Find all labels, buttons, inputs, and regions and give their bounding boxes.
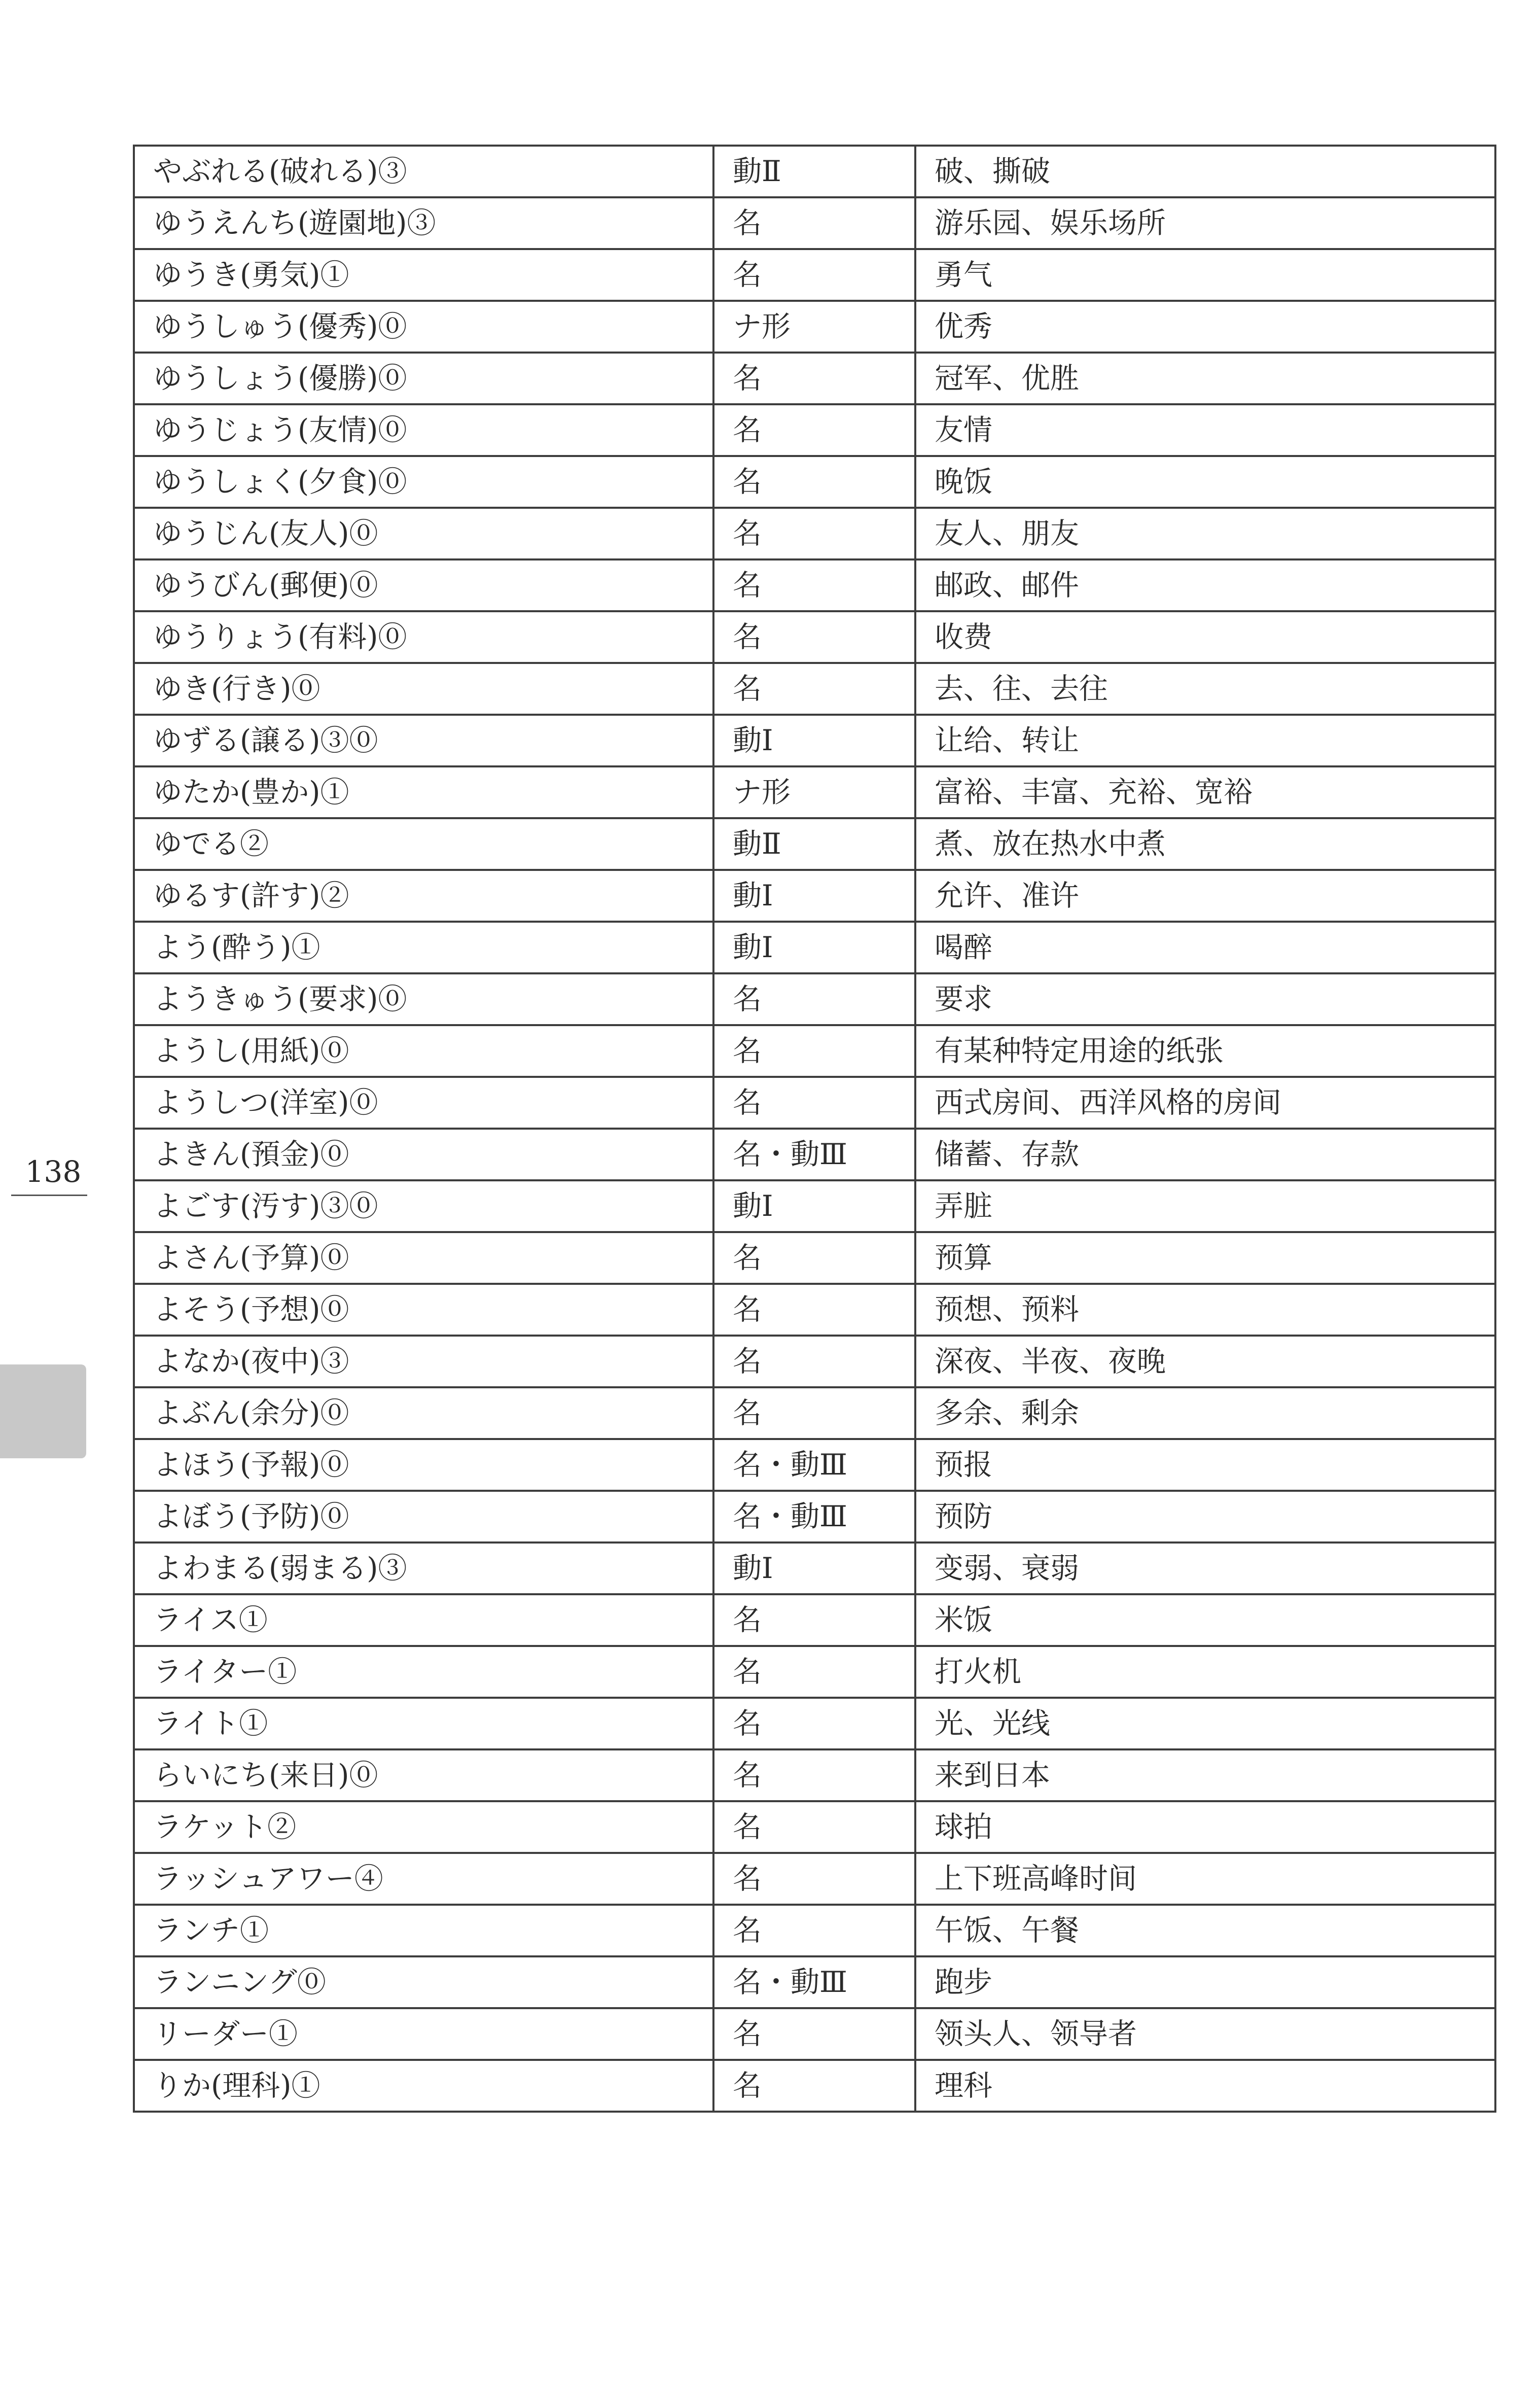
vocabulary-table [133,145,1496,2113]
meaning-cell: 多余、剩余 [915,1387,1495,1439]
part-of-speech-cell: 名 [713,2008,915,2060]
word-cell: ラッシュアワー④ [134,1853,713,1905]
table-row [134,1491,1495,1542]
table-row [134,663,1495,715]
table-row [134,1749,1495,1801]
table-row [134,1801,1495,1853]
table-row [134,1232,1495,1284]
part-of-speech-cell: 名 [713,973,915,1025]
meaning-cell: 领头人、领导者 [915,2008,1495,2060]
meaning-cell: 富裕、丰富、充裕、宽裕 [915,766,1495,818]
word-cell: よさん(予算)⓪ [134,1232,713,1284]
meaning-cell: 球拍 [915,1801,1495,1853]
meaning-cell: 煮、放在热水中煮 [915,818,1495,870]
part-of-speech-cell: 名 [713,353,915,404]
table-row [134,1956,1495,2008]
meaning-cell: 变弱、衰弱 [915,1542,1495,1594]
word-cell: ゆうしょう(優勝)⓪ [134,353,713,404]
part-of-speech-cell: 動Ⅰ [713,715,915,766]
meaning-cell: 西式房间、西洋风格的房间 [915,1077,1495,1129]
table-row [134,715,1495,766]
meaning-cell: 去、往、去往 [915,663,1495,715]
table-row [134,1698,1495,1749]
word-cell: ゆうじょう(友情)⓪ [134,404,713,456]
page-number-rule [11,1195,87,1196]
part-of-speech-cell: 名 [713,1387,915,1439]
meaning-cell: 光、光线 [915,1698,1495,1749]
word-cell: よほう(予報)⓪ [134,1439,713,1491]
part-of-speech-cell: 動Ⅰ [713,870,915,922]
part-of-speech-cell: 名 [713,2060,915,2112]
word-cell: ゆでる② [134,818,713,870]
word-cell: ようきゅう(要求)⓪ [134,973,713,1025]
table-row [134,559,1495,611]
part-of-speech-cell: ナ形 [713,301,915,353]
table-row [134,404,1495,456]
word-cell: ゆき(行き)⓪ [134,663,713,715]
part-of-speech-cell: 名 [713,197,915,249]
table-row [134,1025,1495,1077]
meaning-cell: 喝醉 [915,922,1495,973]
table-row [134,2060,1495,2112]
word-cell: よう(酔う)① [134,922,713,973]
meaning-cell: 弄脏 [915,1180,1495,1232]
word-cell: ゆうじん(友人)⓪ [134,508,713,559]
part-of-speech-cell: 名 [713,1232,915,1284]
part-of-speech-cell: 名・動Ⅲ [713,1956,915,2008]
word-cell: らいにち(来日)⓪ [134,1749,713,1801]
word-cell: ライト① [134,1698,713,1749]
meaning-cell: 收费 [915,611,1495,663]
part-of-speech-cell: 名 [713,1336,915,1387]
part-of-speech-cell: 動Ⅰ [713,1180,915,1232]
table-row [134,2008,1495,2060]
word-cell: ゆうりょう(有料)⓪ [134,611,713,663]
table-row [134,870,1495,922]
word-cell: ゆるす(許す)② [134,870,713,922]
part-of-speech-cell: 名 [713,1853,915,1905]
part-of-speech-cell: 名 [713,1025,915,1077]
meaning-cell: 友人、朋友 [915,508,1495,559]
word-cell: よぼう(予防)⓪ [134,1491,713,1542]
meaning-cell: 允许、准许 [915,870,1495,922]
table-row [134,1439,1495,1491]
meaning-cell: 友情 [915,404,1495,456]
meaning-cell: 米饭 [915,1594,1495,1646]
table-row [134,1542,1495,1594]
meaning-cell: 游乐园、娱乐场所 [915,197,1495,249]
word-cell: ゆうしゅう(優秀)⓪ [134,301,713,353]
meaning-cell: 预报 [915,1439,1495,1491]
part-of-speech-cell: 名 [713,1698,915,1749]
word-cell: よそう(予想)⓪ [134,1284,713,1336]
word-cell: よなか(夜中)③ [134,1336,713,1387]
vocabulary-table-body [134,146,1495,2112]
word-cell: ライター① [134,1646,713,1698]
table-row [134,1387,1495,1439]
meaning-cell: 让给、转让 [915,715,1495,766]
meaning-cell: 午饭、午餐 [915,1905,1495,1956]
part-of-speech-cell: 名・動Ⅲ [713,1439,915,1491]
meaning-cell: 理科 [915,2060,1495,2112]
table-row [134,973,1495,1025]
table-row [134,611,1495,663]
meaning-cell: 要求 [915,973,1495,1025]
meaning-cell: 上下班高峰时间 [915,1853,1495,1905]
word-cell: ランニング⓪ [134,1956,713,2008]
page-number: 138 [25,1154,82,1189]
table-row [134,1077,1495,1129]
word-cell: ゆうえんち(遊園地)③ [134,197,713,249]
part-of-speech-cell: 名 [713,1646,915,1698]
chapter-thumb-tab [0,1364,86,1458]
word-cell: ラケット② [134,1801,713,1853]
meaning-cell: 有某种特定用途的纸张 [915,1025,1495,1077]
part-of-speech-cell: 名 [713,1077,915,1129]
meaning-cell: 跑步 [915,1956,1495,2008]
part-of-speech-cell: 名 [713,404,915,456]
table-row [134,197,1495,249]
meaning-cell: 预算 [915,1232,1495,1284]
table-row [134,146,1495,197]
meaning-cell: 晚饭 [915,456,1495,508]
word-cell: ゆずる(譲る)③⓪ [134,715,713,766]
part-of-speech-cell: 名・動Ⅲ [713,1491,915,1542]
word-cell: ようし(用紙)⓪ [134,1025,713,1077]
table-row [134,922,1495,973]
word-cell: ゆうき(勇気)① [134,249,713,301]
meaning-cell: 优秀 [915,301,1495,353]
part-of-speech-cell: 名 [713,1284,915,1336]
part-of-speech-cell: 名 [713,559,915,611]
table-row [134,1284,1495,1336]
table-row [134,1905,1495,1956]
meaning-cell: 破、撕破 [915,146,1495,197]
part-of-speech-cell: 名 [713,456,915,508]
table-row [134,456,1495,508]
part-of-speech-cell: 名 [713,663,915,715]
meaning-cell: 邮政、邮件 [915,559,1495,611]
part-of-speech-cell: ナ形 [713,766,915,818]
part-of-speech-cell: 名 [713,1905,915,1956]
word-cell: ランチ① [134,1905,713,1956]
table-row [134,1853,1495,1905]
part-of-speech-cell: 名 [713,249,915,301]
table-row [134,818,1495,870]
table-row [134,1129,1495,1180]
meaning-cell: 深夜、半夜、夜晚 [915,1336,1495,1387]
part-of-speech-cell: 名 [713,508,915,559]
meaning-cell: 预防 [915,1491,1495,1542]
meaning-cell: 打火机 [915,1646,1495,1698]
part-of-speech-cell: 動Ⅱ [713,146,915,197]
word-cell: りか(理科)① [134,2060,713,2112]
table-row [134,1594,1495,1646]
part-of-speech-cell: 動Ⅰ [713,1542,915,1594]
word-cell: リーダー① [134,2008,713,2060]
word-cell: ゆたか(豊か)① [134,766,713,818]
part-of-speech-cell: 動Ⅰ [713,922,915,973]
table-row [134,353,1495,404]
table-row [134,1646,1495,1698]
meaning-cell: 储蓄、存款 [915,1129,1495,1180]
part-of-speech-cell: 名 [713,1749,915,1801]
word-cell: やぶれる(破れる)③ [134,146,713,197]
table-row [134,249,1495,301]
part-of-speech-cell: 名 [713,1594,915,1646]
table-row [134,766,1495,818]
table-row [134,301,1495,353]
word-cell: よわまる(弱まる)③ [134,1542,713,1594]
part-of-speech-cell: 名 [713,1801,915,1853]
meaning-cell: 勇气 [915,249,1495,301]
word-cell: よきん(預金)⓪ [134,1129,713,1180]
meaning-cell: 冠军、优胜 [915,353,1495,404]
table-row [134,1336,1495,1387]
word-cell: ゆうしょく(夕食)⓪ [134,456,713,508]
table-row [134,508,1495,559]
part-of-speech-cell: 名 [713,611,915,663]
word-cell: よごす(汚す)③⓪ [134,1180,713,1232]
word-cell: ライス① [134,1594,713,1646]
word-cell: よぶん(余分)⓪ [134,1387,713,1439]
meaning-cell: 预想、预料 [915,1284,1495,1336]
table-row [134,1180,1495,1232]
word-cell: ようしつ(洋室)⓪ [134,1077,713,1129]
meaning-cell: 来到日本 [915,1749,1495,1801]
part-of-speech-cell: 名・動Ⅲ [713,1129,915,1180]
part-of-speech-cell: 動Ⅱ [713,818,915,870]
word-cell: ゆうびん(郵便)⓪ [134,559,713,611]
